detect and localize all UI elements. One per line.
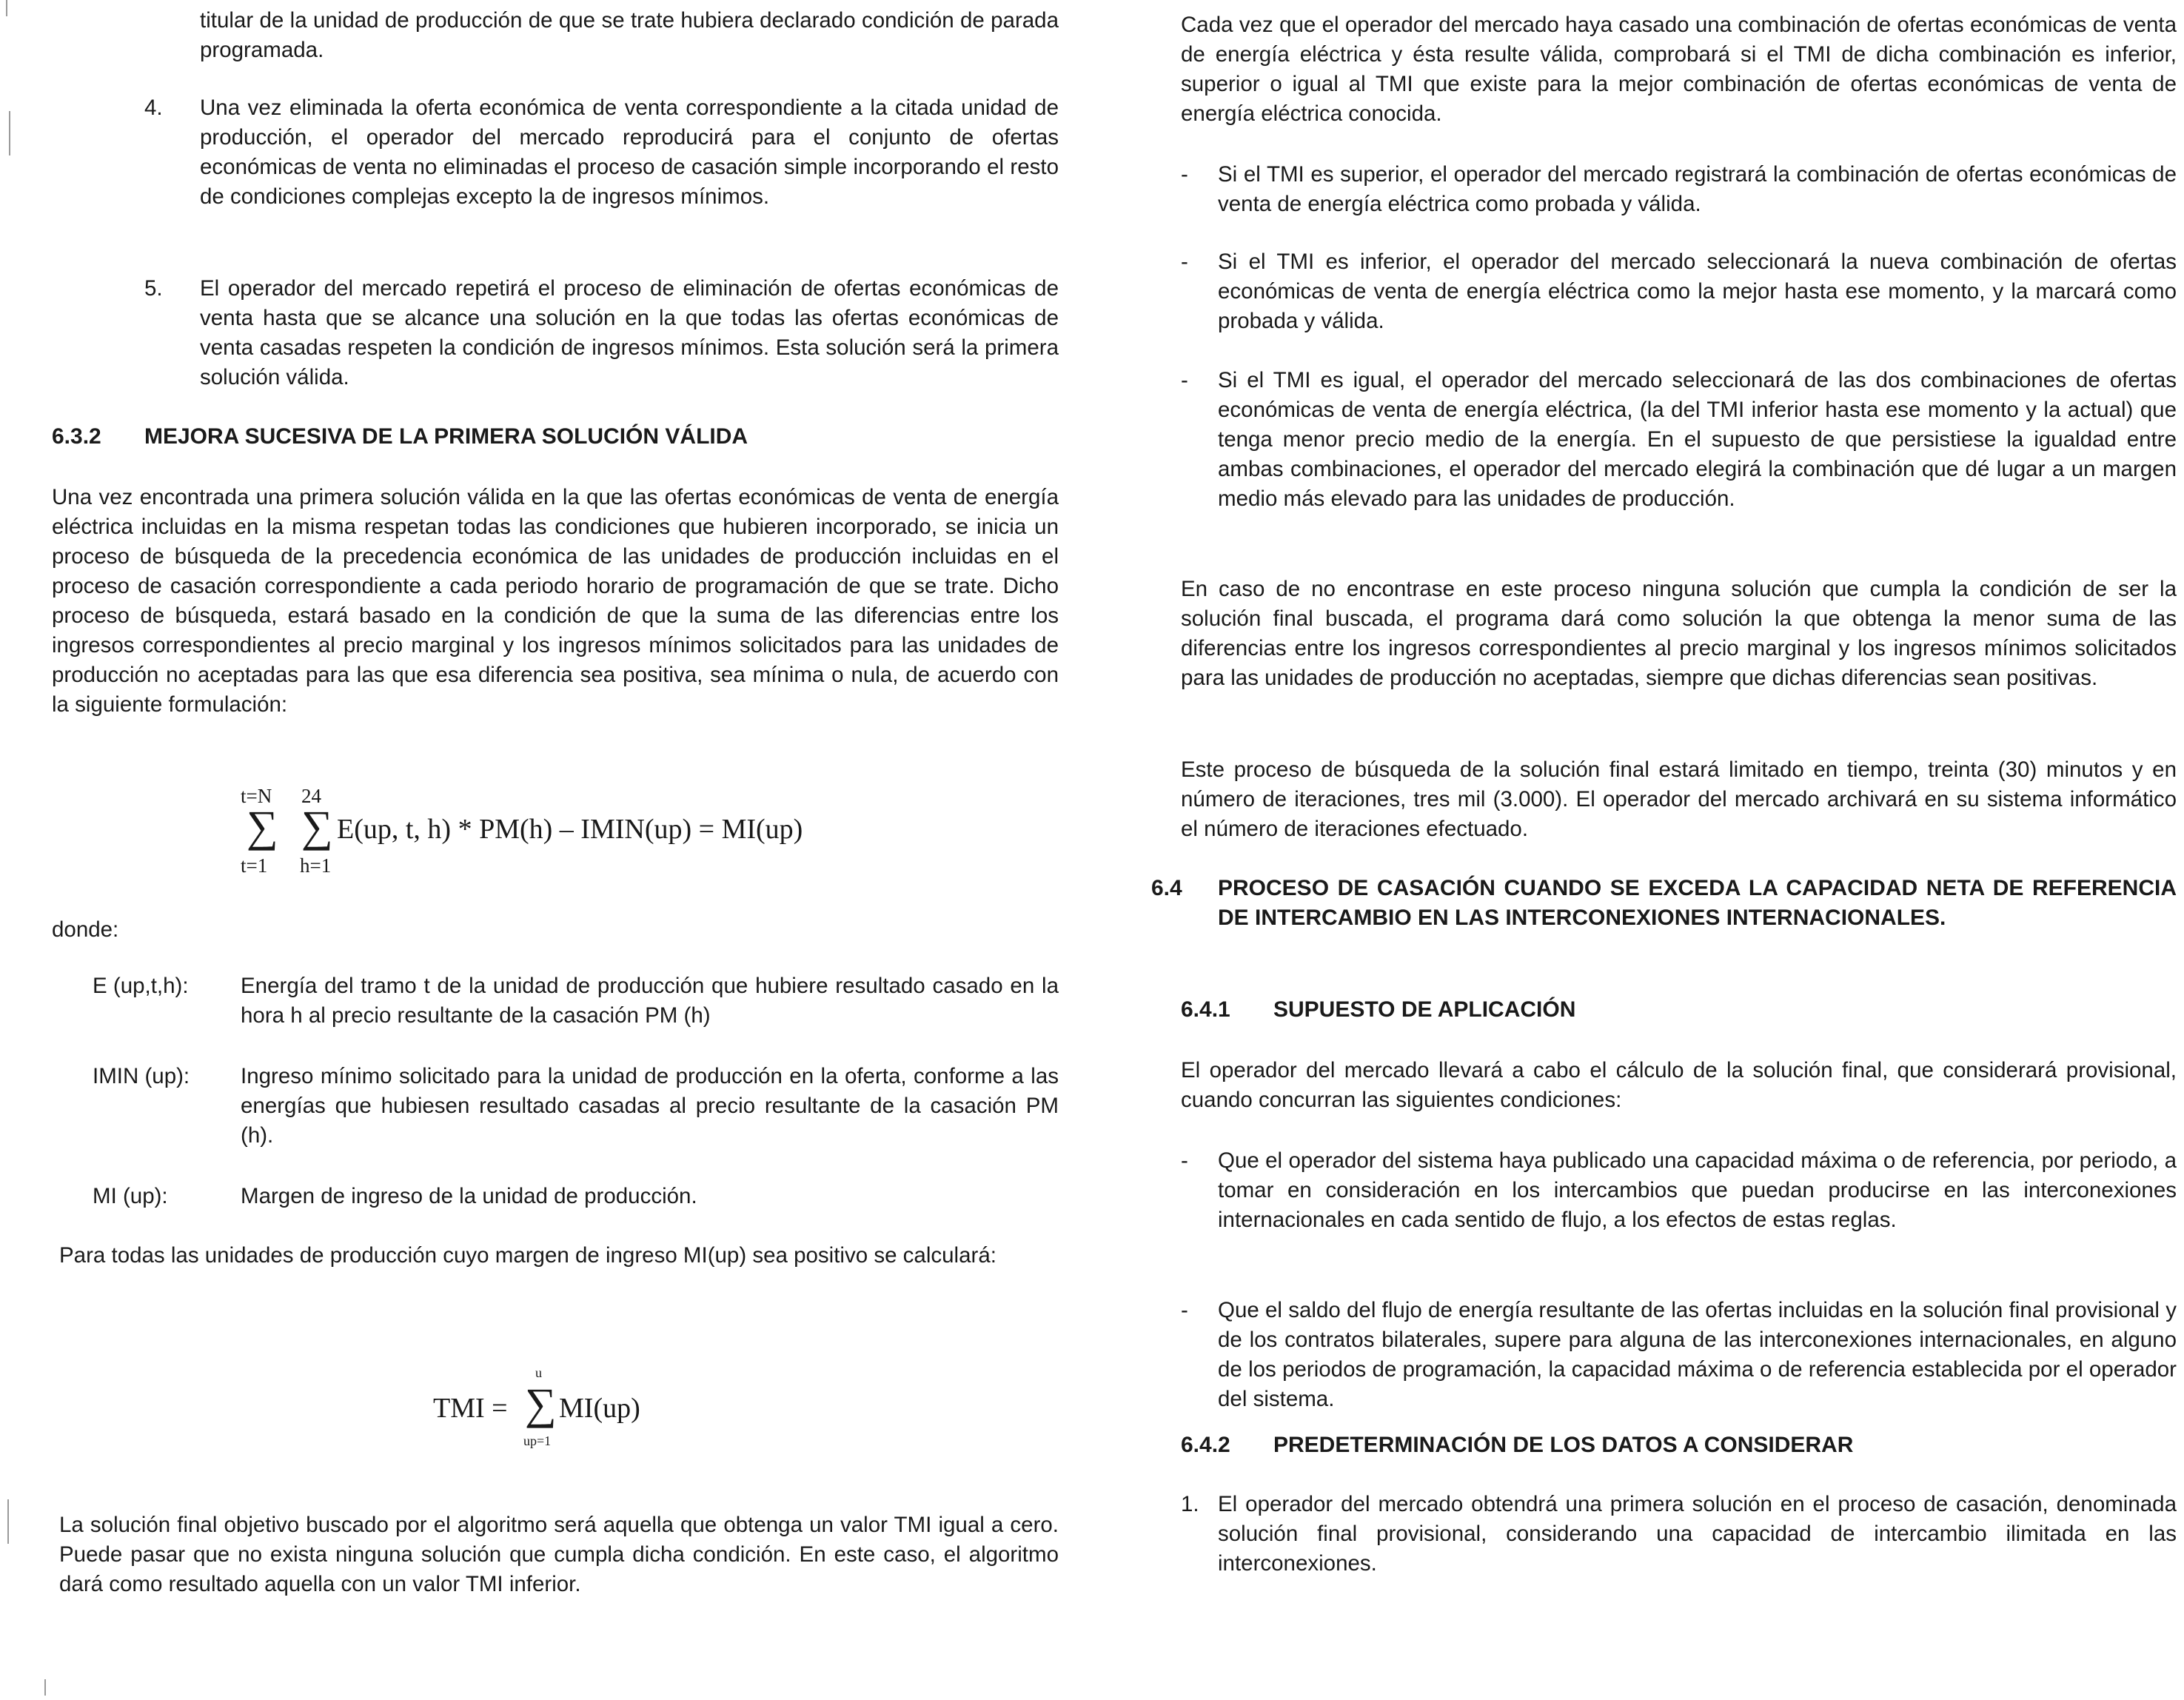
- item-text: El operador del mercado repetirá el proceso de eliminación de ofertas económicas de venta hasta que se alcance una solución en la que todas las ofertas económicas de venta casadas respeten la condición de ingresos mínimos. Esta solución será la primera solución válida.: [200, 276, 1059, 389]
- scan-mark: [6, 0, 7, 16]
- definition-e: [52, 971, 1059, 1031]
- item-number: 1.: [1181, 1492, 1199, 1516]
- section-number: 6.3.2: [52, 424, 101, 449]
- scan-mark: [7, 1499, 9, 1544]
- formula-body: E(up, t, h) * PM(h) – IMIN(up) = MI(up): [337, 814, 803, 845]
- item-text: El operador del mercado obtendrá una primera solución en el proceso de casación, denominada solución final provisional, considerando una capacidad de intercambio ilimitada en las interconexiones.: [1218, 1492, 2177, 1576]
- section-number: 6.4.2: [1181, 1433, 1230, 1457]
- definition-term: IMIN (up):: [93, 1064, 190, 1088]
- sum-upper-limit: u: [535, 1365, 542, 1380]
- formula-mi: [241, 785, 907, 881]
- formula-tmi: [433, 1362, 729, 1451]
- formula-body: MI(up): [559, 1393, 640, 1424]
- bullet-text: Si el TMI es inferior, el operador del mercado seleccionará la nueva combinación de ofertas económicas de venta de energía eléctrica como la mejor hasta ese momento, y la marcará como probada y válida.: [1218, 250, 2177, 333]
- definition-text: Ingreso mínimo solicitado para la unidad de producción en la oferta, conforme a las energías que hubiesen resultado casadas al precio resultante de la casación PM (h).: [241, 1064, 1059, 1148]
- bullet-item: [1181, 160, 2177, 219]
- bullet-item: [1181, 1296, 2177, 1414]
- section-heading-6-4-1: [1181, 995, 2177, 1025]
- body-paragraph: Este proceso de búsqueda de la solución final estará limitado en tiempo, treinta (30) minutos y en número de iteraciones, tres mil (3.000). El operador del mercado archivará en su sistema informático el número de iteraciones efectuado.: [1181, 757, 2177, 841]
- sum1-sigma: ∑: [247, 802, 278, 851]
- bullet-dash: -: [1181, 1298, 1188, 1322]
- continuation-paragraph: titular de la unidad de producción de que se trate hubiera declarado condición de parada programada.: [200, 8, 1059, 62]
- definition-text: Margen de ingreso de la unidad de producción.: [241, 1184, 697, 1208]
- body-paragraph: En caso de no encontrase en este proceso ninguna solución que cumpla la condición de ser la solución final buscada, el programa dará como solución la que obtenga la menor suma de las diferencias entre los ingresos correspondientes al precio marginal y los ingresos mínimos solicitados para las unidades de producción no aceptadas, siempre que dichas diferencias sean positivas.: [1181, 577, 2177, 690]
- sum1-upper-limit: t=N: [241, 785, 272, 807]
- scan-mark: [44, 1679, 46, 1696]
- definition-text: Energía del tramo t de la unidad de producción que hubiere resultado casado en la hora h al precio resultante de la casación PM (h): [241, 974, 1059, 1028]
- numbered-item-1: [1181, 1490, 2177, 1579]
- bullet-text: Si el TMI es igual, el operador del mercado seleccionará de las dos combinaciones de ofertas económicas de venta de energía eléctrica, (la del TMI inferior hasta ese momento y la actual) que tenga menor precio medio de la energía. En el supuesto de que persistiese la igualdad entre ambas combinaciones, el operador del mercado elegirá la combinación que dé lugar a un margen medio más elevado para las unidades de producción.: [1218, 368, 2177, 511]
- section-title: SUPUESTO DE APLICACIÓN: [1273, 997, 1576, 1022]
- item-number: 5.: [144, 276, 163, 301]
- bullet-text: Si el TMI es superior, el operador del mercado registrará la combinación de ofertas económicas de venta de energía eléctrica como probada y válida.: [1218, 162, 2177, 216]
- sum-lower-limit: up=1: [523, 1433, 552, 1448]
- numbered-item-4: [52, 93, 1059, 212]
- section-number: 6.4.1: [1181, 997, 1230, 1022]
- sum2-upper-limit: 24: [301, 785, 321, 807]
- bullet-text: Que el operador del sistema haya publicado una capacidad máxima o de referencia, por periodo, a tomar en consideración en los intercambios que puedan producirse en las interconexiones internacionales en cada sentido de flujo, a los efectos de estas reglas.: [1218, 1148, 2177, 1232]
- bullet-dash: -: [1181, 162, 1188, 187]
- bullet-item: [1181, 1146, 2177, 1235]
- definition-mi: [52, 1182, 1059, 1211]
- section-heading-6-4-2: [1181, 1430, 2177, 1460]
- sum-sigma: ∑: [525, 1379, 557, 1428]
- sum2-sigma: ∑: [301, 802, 333, 851]
- bullet-item: [1181, 366, 2177, 514]
- body-paragraph: Una vez encontrada una primera solución válida en la que las ofertas económicas de venta de energía eléctrica incluidas en la misma respetan todas las condiciones que hubieren incorporado, se inicia un proceso de búsqueda de la precedencia económica de las unidades de producción incluidas en el proceso de casación correspondiente a cada periodo horario de programación de que se trate. Dicho proceso de búsqueda, estará basado en la condición de que la suma de las diferencias entre los ingresos correspondientes al precio marginal y los ingresos mínimos solicitados para las unidades de producción no aceptadas para las que esa diferencia sea positiva, sea mínima o nula, de acuerdo con la siguiente formulación:: [52, 485, 1059, 717]
- section-title: PREDETERMINACIÓN DE LOS DATOS A CONSIDERAR: [1273, 1433, 1854, 1457]
- body-paragraph: Para todas las unidades de producción cuyo margen de ingreso MI(up) sea positivo se calculará:: [59, 1243, 996, 1268]
- bullet-item: [1181, 247, 2177, 336]
- section-heading-6-3-2: [52, 422, 1059, 452]
- item-text: Una vez eliminada la oferta económica de venta correspondiente a la citada unidad de producción, el operador del mercado reproducirá para el conjunto de ofertas económicas de venta no eliminadas el proceso de casación simple incorporando el resto de condiciones complejas excepto la de ingresos mínimos.: [200, 96, 1059, 209]
- numbered-item-5: [52, 274, 1059, 392]
- section-title: MEJORA SUCESIVA DE LA PRIMERA SOLUCIÓN VÁLIDA: [144, 424, 748, 449]
- body-paragraph: La solución final objetivo buscado por el algoritmo será aquella que obtenga un valor TMI igual a cero. Puede pasar que no exista ninguna solución que cumpla dicha condición. En este caso, el algoritmo dará como resultado aquella con un valor TMI inferior.: [59, 1513, 1059, 1596]
- formula-lhs: TMI =: [433, 1393, 508, 1424]
- sum2-lower-limit: h=1: [300, 854, 332, 877]
- definition-term: MI (up):: [93, 1184, 168, 1208]
- definition-term: E (up,t,h):: [93, 974, 189, 998]
- bullet-text: Que el saldo del flujo de energía resultante de las ofertas incluidas en la solución final provisional y de los contratos bilaterales, supere para alguna de las interconexiones internacionales, en alguno de los periodos de programación, la capacidad máxima o de referencia establecida por el operador del sistema.: [1218, 1298, 2177, 1411]
- section-title: PROCESO DE CASACIÓN CUANDO SE EXCEDA LA CAPACIDAD NETA DE REFERENCIA DE INTERCAMBIO EN LAS INTERCONEXIONES INTERNACIONALES.: [1218, 876, 2177, 930]
- section-number: 6.4: [1151, 876, 1182, 900]
- bullet-dash: -: [1181, 1148, 1188, 1173]
- body-paragraph: El operador del mercado llevará a cabo el cálculo de la solución final, que considerará provisional, cuando concurran las siguientes condiciones:: [1181, 1058, 2177, 1112]
- donde-label: donde:: [52, 917, 119, 942]
- section-heading-6-4: [1151, 874, 2177, 933]
- item-number: 4.: [144, 96, 163, 120]
- definition-imin: [52, 1062, 1059, 1151]
- sum1-lower-limit: t=1: [241, 854, 268, 877]
- scan-mark: [9, 111, 10, 155]
- bullet-dash: -: [1181, 250, 1188, 274]
- bullet-dash: -: [1181, 368, 1188, 392]
- body-paragraph: Cada vez que el operador del mercado haya casado una combinación de ofertas económicas de venta de energía eléctrica y ésta resulte válida, comprobará si el TMI de dicha combinación es inferior, superior o igual al TMI que existe para la mejor combinación de ofertas económicas de venta de energía eléctrica conocida.: [1181, 13, 2177, 126]
